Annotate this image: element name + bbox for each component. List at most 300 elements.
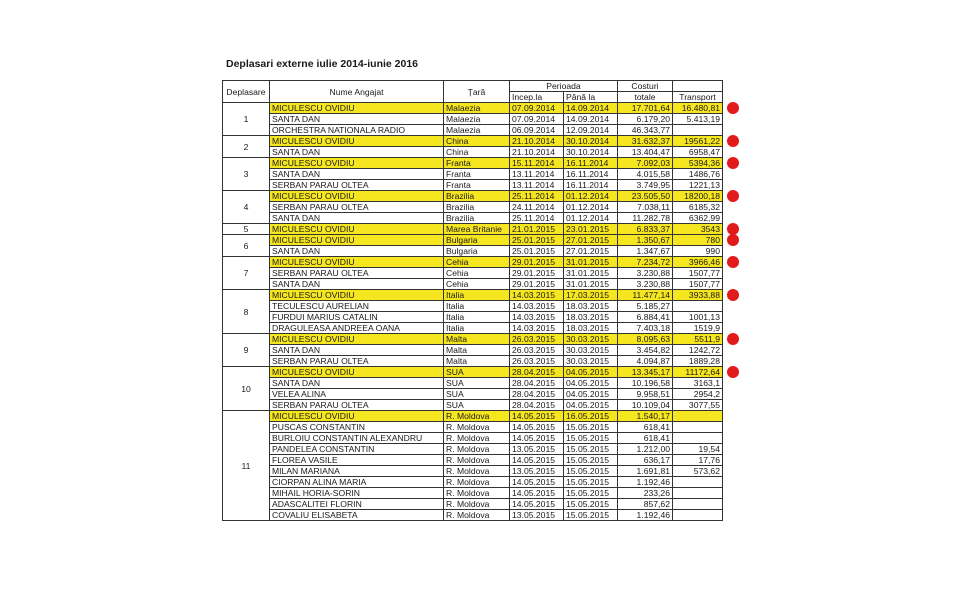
start-date: 21.10.2014 <box>510 136 564 147</box>
end-date: 15.05.2015 <box>564 455 618 466</box>
country: SUA <box>444 389 510 400</box>
table-row <box>223 158 723 169</box>
start-date: 25.11.2014 <box>510 213 564 224</box>
total-cost: 1.212,00 <box>618 444 673 455</box>
employee-name: MILAN MARIANA <box>270 466 444 477</box>
end-date: 15.05.2015 <box>564 466 618 477</box>
start-date: 14.03.2015 <box>510 312 564 323</box>
end-date: 30.10.2014 <box>564 136 618 147</box>
transport-cost: 6362,99 <box>673 213 723 224</box>
red-marker-icon <box>727 102 739 114</box>
employee-name: MICULESCU OVIDIU <box>270 158 444 169</box>
table-row <box>223 213 723 224</box>
total-cost: 31.632,37 <box>618 136 673 147</box>
red-marker-icon <box>727 333 739 345</box>
table-row <box>223 466 723 477</box>
employee-name: MICULESCU OVIDIU <box>270 411 444 422</box>
employee-name: MICULESCU OVIDIU <box>270 224 444 235</box>
total-cost: 6.884,41 <box>618 312 673 323</box>
employee-name: SANTA DAN <box>270 246 444 257</box>
country: R. Moldova <box>444 477 510 488</box>
transport-cost: 19,54 <box>673 444 723 455</box>
end-date: 04.05.2015 <box>564 378 618 389</box>
start-date: 14.05.2015 <box>510 411 564 422</box>
total-cost: 46.343,77 <box>618 125 673 136</box>
country: Cehia <box>444 257 510 268</box>
transport-cost: 2954,2 <box>673 389 723 400</box>
country: Franta <box>444 180 510 191</box>
table-row <box>223 356 723 367</box>
country: R. Moldova <box>444 488 510 499</box>
country: Malta <box>444 345 510 356</box>
header-incep: Incep.la <box>510 92 564 103</box>
start-date: 25.01.2015 <box>510 246 564 257</box>
end-date: 01.12.2014 <box>564 202 618 213</box>
transport-cost: 1507,77 <box>673 268 723 279</box>
transport-cost: 3966,46 <box>673 257 723 268</box>
end-date: 31.01.2015 <box>564 268 618 279</box>
end-date: 15.05.2015 <box>564 499 618 510</box>
table-row <box>223 345 723 356</box>
country: SUA <box>444 400 510 411</box>
table-row <box>223 147 723 158</box>
employee-name: ORCHESTRA NATIONALA RADIO <box>270 125 444 136</box>
start-date: 15.11.2014 <box>510 158 564 169</box>
start-date: 26.03.2015 <box>510 345 564 356</box>
end-date: 16.11.2014 <box>564 180 618 191</box>
country: Italia <box>444 301 510 312</box>
transport-cost <box>673 477 723 488</box>
table-row <box>223 378 723 389</box>
transport-cost <box>673 411 723 422</box>
employee-name: SERBAN PARAU OLTEA <box>270 202 444 213</box>
end-date: 16.11.2014 <box>564 169 618 180</box>
start-date: 13.05.2015 <box>510 510 564 521</box>
table-row <box>223 389 723 400</box>
start-date: 26.03.2015 <box>510 334 564 345</box>
employee-name: SANTA DAN <box>270 147 444 158</box>
start-date: 28.04.2015 <box>510 400 564 411</box>
end-date: 15.05.2015 <box>564 477 618 488</box>
country: Italia <box>444 290 510 301</box>
employee-name: SANTA DAN <box>270 378 444 389</box>
employee-name: SANTA DAN <box>270 169 444 180</box>
transport-cost: 1242,72 <box>673 345 723 356</box>
end-date: 31.01.2015 <box>564 279 618 290</box>
end-date: 01.12.2014 <box>564 213 618 224</box>
country: R. Moldova <box>444 422 510 433</box>
employee-name: SERBAN PARAU OLTEA <box>270 268 444 279</box>
country: Bulgaria <box>444 235 510 246</box>
header-tara: Țară <box>444 81 510 103</box>
start-date: 14.05.2015 <box>510 477 564 488</box>
table-row <box>223 411 723 422</box>
table-row <box>223 477 723 488</box>
table-row <box>223 114 723 125</box>
employee-name: MICULESCU OVIDIU <box>270 136 444 147</box>
employee-name: MICULESCU OVIDIU <box>270 103 444 114</box>
transport-cost: 6185,32 <box>673 202 723 213</box>
country: Franta <box>444 169 510 180</box>
country: R. Moldova <box>444 466 510 477</box>
start-date: 14.03.2015 <box>510 323 564 334</box>
country: Brazilia <box>444 191 510 202</box>
start-date: 14.05.2015 <box>510 433 564 444</box>
header-perioada: Perioada <box>510 81 618 92</box>
table-row <box>223 367 723 378</box>
end-date: 04.05.2015 <box>564 389 618 400</box>
transport-cost: 5511,9 <box>673 334 723 345</box>
end-date: 23.01.2015 <box>564 224 618 235</box>
trips-table <box>222 80 723 521</box>
red-marker-icon <box>727 289 739 301</box>
end-date: 14.09.2014 <box>564 114 618 125</box>
end-date: 15.05.2015 <box>564 488 618 499</box>
table-row <box>223 257 723 268</box>
country: Malta <box>444 356 510 367</box>
start-date: 13.05.2015 <box>510 444 564 455</box>
employee-name: SANTA DAN <box>270 279 444 290</box>
country: Italia <box>444 323 510 334</box>
total-cost: 618,41 <box>618 422 673 433</box>
transport-cost: 3163,1 <box>673 378 723 389</box>
start-date: 29.01.2015 <box>510 268 564 279</box>
end-date: 16.05.2015 <box>564 411 618 422</box>
end-date: 18.03.2015 <box>564 312 618 323</box>
total-cost: 636,17 <box>618 455 673 466</box>
header-transport: Transport <box>673 92 723 103</box>
deplasare-number: 6 <box>223 235 270 257</box>
table-row <box>223 246 723 257</box>
start-date: 13.11.2014 <box>510 180 564 191</box>
end-date: 31.01.2015 <box>564 257 618 268</box>
transport-cost <box>673 125 723 136</box>
table-row <box>223 290 723 301</box>
start-date: 21.01.2015 <box>510 224 564 235</box>
table-row <box>223 510 723 521</box>
transport-cost <box>673 433 723 444</box>
transport-cost <box>673 499 723 510</box>
total-cost: 1.350,67 <box>618 235 673 246</box>
employee-name: COVALIU ELISABETA <box>270 510 444 521</box>
total-cost: 10.196,58 <box>618 378 673 389</box>
country: Marea Britanie <box>444 224 510 235</box>
transport-cost: 1486,76 <box>673 169 723 180</box>
total-cost: 1.192,46 <box>618 477 673 488</box>
transport-cost <box>673 510 723 521</box>
total-cost: 8.095,63 <box>618 334 673 345</box>
start-date: 26.03.2015 <box>510 356 564 367</box>
total-cost: 7.092,03 <box>618 158 673 169</box>
table-row <box>223 136 723 147</box>
header-deplasare: Deplasare <box>223 81 270 103</box>
table-row <box>223 499 723 510</box>
end-date: 15.05.2015 <box>564 433 618 444</box>
employee-name: DRAGULEASA ANDREEA OANA <box>270 323 444 334</box>
employee-name: TECULESCU AURELIAN <box>270 301 444 312</box>
employee-name: MICULESCU OVIDIU <box>270 367 444 378</box>
table-row <box>223 180 723 191</box>
transport-cost: 1889,28 <box>673 356 723 367</box>
total-cost: 13.345,17 <box>618 367 673 378</box>
country: Malaezia <box>444 103 510 114</box>
deplasare-number: 2 <box>223 136 270 158</box>
country: Malaezia <box>444 114 510 125</box>
total-cost: 6.833,37 <box>618 224 673 235</box>
transport-cost: 16.480,81 <box>673 103 723 114</box>
employee-name: SANTA DAN <box>270 114 444 125</box>
total-cost: 1.691,81 <box>618 466 673 477</box>
total-cost: 5.185,27 <box>618 301 673 312</box>
country: R. Moldova <box>444 444 510 455</box>
table-row <box>223 202 723 213</box>
total-cost: 3.749,95 <box>618 180 673 191</box>
employee-name: SERBAN PARAU OLTEA <box>270 180 444 191</box>
red-marker-icon <box>727 234 739 246</box>
total-cost: 1.192,46 <box>618 510 673 521</box>
end-date: 18.03.2015 <box>564 323 618 334</box>
transport-cost: 573,62 <box>673 466 723 477</box>
transport-cost: 11172,64 <box>673 367 723 378</box>
table-row <box>223 312 723 323</box>
start-date: 13.05.2015 <box>510 466 564 477</box>
deplasare-number: 7 <box>223 257 270 290</box>
employee-name: MICULESCU OVIDIU <box>270 334 444 345</box>
start-date: 13.11.2014 <box>510 169 564 180</box>
start-date: 24.11.2014 <box>510 202 564 213</box>
table-row <box>223 191 723 202</box>
transport-cost: 1519,9 <box>673 323 723 334</box>
red-marker-icon <box>727 157 739 169</box>
transport-cost <box>673 301 723 312</box>
start-date: 14.05.2015 <box>510 455 564 466</box>
start-date: 25.11.2014 <box>510 191 564 202</box>
employee-name: MICULESCU OVIDIU <box>270 257 444 268</box>
transport-cost: 5.413,19 <box>673 114 723 125</box>
end-date: 15.05.2015 <box>564 510 618 521</box>
end-date: 16.11.2014 <box>564 158 618 169</box>
employee-name: PUSCAS CONSTANTIN <box>270 422 444 433</box>
header-pana: Până la <box>564 92 618 103</box>
end-date: 04.05.2015 <box>564 400 618 411</box>
total-cost: 618,41 <box>618 433 673 444</box>
total-cost: 6.179,20 <box>618 114 673 125</box>
transport-cost: 3543 <box>673 224 723 235</box>
end-date: 01.12.2014 <box>564 191 618 202</box>
start-date: 25.01.2015 <box>510 235 564 246</box>
transport-cost: 1001,13 <box>673 312 723 323</box>
start-date: 14.03.2015 <box>510 301 564 312</box>
transport-cost: 1221,13 <box>673 180 723 191</box>
deplasare-number: 11 <box>223 411 270 521</box>
table-row <box>223 323 723 334</box>
end-date: 30.03.2015 <box>564 334 618 345</box>
employee-name: MICULESCU OVIDIU <box>270 191 444 202</box>
start-date: 29.01.2015 <box>510 279 564 290</box>
table-row <box>223 235 723 246</box>
employee-name: FLOREA VASILE <box>270 455 444 466</box>
country: SUA <box>444 378 510 389</box>
table-row <box>223 125 723 136</box>
employee-name: MIHAIL HORIA-SORIN <box>270 488 444 499</box>
country: China <box>444 136 510 147</box>
end-date: 04.05.2015 <box>564 367 618 378</box>
total-cost: 1.347,67 <box>618 246 673 257</box>
start-date: 14.05.2015 <box>510 488 564 499</box>
end-date: 12.09.2014 <box>564 125 618 136</box>
header-nume: Nume Angajat <box>270 81 444 103</box>
transport-cost: 3933,88 <box>673 290 723 301</box>
red-marker-icon <box>727 256 739 268</box>
country: R. Moldova <box>444 455 510 466</box>
transport-cost: 780 <box>673 235 723 246</box>
start-date: 14.03.2015 <box>510 290 564 301</box>
table-row <box>223 224 723 235</box>
table-row <box>223 279 723 290</box>
end-date: 30.03.2015 <box>564 356 618 367</box>
transport-cost: 5394,36 <box>673 158 723 169</box>
header-transport-top <box>673 81 723 92</box>
transport-cost <box>673 488 723 499</box>
table-row <box>223 268 723 279</box>
country: Brazilia <box>444 213 510 224</box>
start-date: 06.09.2014 <box>510 125 564 136</box>
total-cost: 17.701,64 <box>618 103 673 114</box>
table-row <box>223 103 723 114</box>
end-date: 15.05.2015 <box>564 444 618 455</box>
transport-cost <box>673 422 723 433</box>
deplasare-number: 10 <box>223 367 270 411</box>
country: Brazilia <box>444 202 510 213</box>
start-date: 28.04.2015 <box>510 367 564 378</box>
total-cost: 7.234,72 <box>618 257 673 268</box>
country: Cehia <box>444 279 510 290</box>
deplasare-number: 1 <box>223 103 270 136</box>
country: Malta <box>444 334 510 345</box>
country: R. Moldova <box>444 433 510 444</box>
country: R. Moldova <box>444 499 510 510</box>
start-date: 29.01.2015 <box>510 257 564 268</box>
country: China <box>444 147 510 158</box>
document-title: Deplasari externe iulie 2014-iunie 2016 <box>226 58 419 70</box>
end-date: 18.03.2015 <box>564 301 618 312</box>
start-date: 28.04.2015 <box>510 378 564 389</box>
end-date: 15.05.2015 <box>564 422 618 433</box>
employee-name: SANTA DAN <box>270 213 444 224</box>
employee-name: ADASCALITEI FLORIN <box>270 499 444 510</box>
table-row <box>223 334 723 345</box>
total-cost: 1.540,17 <box>618 411 673 422</box>
total-cost: 7.038,11 <box>618 202 673 213</box>
total-cost: 11.282,78 <box>618 213 673 224</box>
employee-name: MICULESCU OVIDIU <box>270 290 444 301</box>
transport-cost: 3077,55 <box>673 400 723 411</box>
country: Italia <box>444 312 510 323</box>
employee-name: SERBAN PARAU OLTEA <box>270 400 444 411</box>
table-row <box>223 422 723 433</box>
red-marker-icon <box>727 135 739 147</box>
employee-name: SANTA DAN <box>270 345 444 356</box>
start-date: 21.10.2014 <box>510 147 564 158</box>
table-row <box>223 455 723 466</box>
header-costuri-1: Costuri <box>618 81 673 92</box>
table-row <box>223 169 723 180</box>
table-row <box>223 444 723 455</box>
total-cost: 13.404,47 <box>618 147 673 158</box>
red-marker-icon <box>727 366 739 378</box>
total-cost: 10.109,04 <box>618 400 673 411</box>
deplasare-number: 9 <box>223 334 270 367</box>
start-date: 14.05.2015 <box>510 422 564 433</box>
start-date: 28.04.2015 <box>510 389 564 400</box>
end-date: 27.01.2015 <box>564 235 618 246</box>
total-cost: 3.454,82 <box>618 345 673 356</box>
employee-name: FURDUI MARIUS CATALIN <box>270 312 444 323</box>
country: Cehia <box>444 268 510 279</box>
country: Bulgaria <box>444 246 510 257</box>
table-row <box>223 400 723 411</box>
employee-name: MICULESCU OVIDIU <box>270 235 444 246</box>
table-body <box>223 103 723 521</box>
transport-cost: 17,76 <box>673 455 723 466</box>
country: R. Moldova <box>444 411 510 422</box>
country: Malaezia <box>444 125 510 136</box>
transport-cost: 18200,18 <box>673 191 723 202</box>
employee-name: SERBAN PARAU OLTEA <box>270 356 444 367</box>
table-row <box>223 488 723 499</box>
deplasare-number: 3 <box>223 158 270 191</box>
total-cost: 857,62 <box>618 499 673 510</box>
header-costuri-2: totale <box>618 92 673 103</box>
transport-cost: 1507,77 <box>673 279 723 290</box>
total-cost: 7.403,18 <box>618 323 673 334</box>
country: R. Moldova <box>444 510 510 521</box>
start-date: 07.09.2014 <box>510 114 564 125</box>
total-cost: 4.015,58 <box>618 169 673 180</box>
employee-name: BURLOIU CONSTANTIN ALEXANDRU <box>270 433 444 444</box>
end-date: 17.03.2015 <box>564 290 618 301</box>
end-date: 27.01.2015 <box>564 246 618 257</box>
table-row <box>223 301 723 312</box>
transport-cost: 19561,22 <box>673 136 723 147</box>
start-date: 14.05.2015 <box>510 499 564 510</box>
total-cost: 11.477,14 <box>618 290 673 301</box>
header-row-1 <box>223 81 723 92</box>
total-cost: 9.958,51 <box>618 389 673 400</box>
table-row <box>223 433 723 444</box>
red-marker-icon <box>727 190 739 202</box>
total-cost: 4.094,87 <box>618 356 673 367</box>
total-cost: 23.505,50 <box>618 191 673 202</box>
total-cost: 3.230,88 <box>618 279 673 290</box>
country: SUA <box>444 367 510 378</box>
end-date: 30.10.2014 <box>564 147 618 158</box>
deplasare-number: 5 <box>223 224 270 235</box>
employee-name: PANDELEA CONSTANTIN <box>270 444 444 455</box>
deplasare-number: 4 <box>223 191 270 224</box>
transport-cost: 6958,47 <box>673 147 723 158</box>
end-date: 14.09.2014 <box>564 103 618 114</box>
employee-name: CIORPAN ALINA MARIA <box>270 477 444 488</box>
transport-cost: 990 <box>673 246 723 257</box>
deplasare-number: 8 <box>223 290 270 334</box>
total-cost: 3.230,88 <box>618 268 673 279</box>
employee-name: VELEA ALINA <box>270 389 444 400</box>
total-cost: 233,26 <box>618 488 673 499</box>
country: Franta <box>444 158 510 169</box>
end-date: 30.03.2015 <box>564 345 618 356</box>
start-date: 07.09.2014 <box>510 103 564 114</box>
